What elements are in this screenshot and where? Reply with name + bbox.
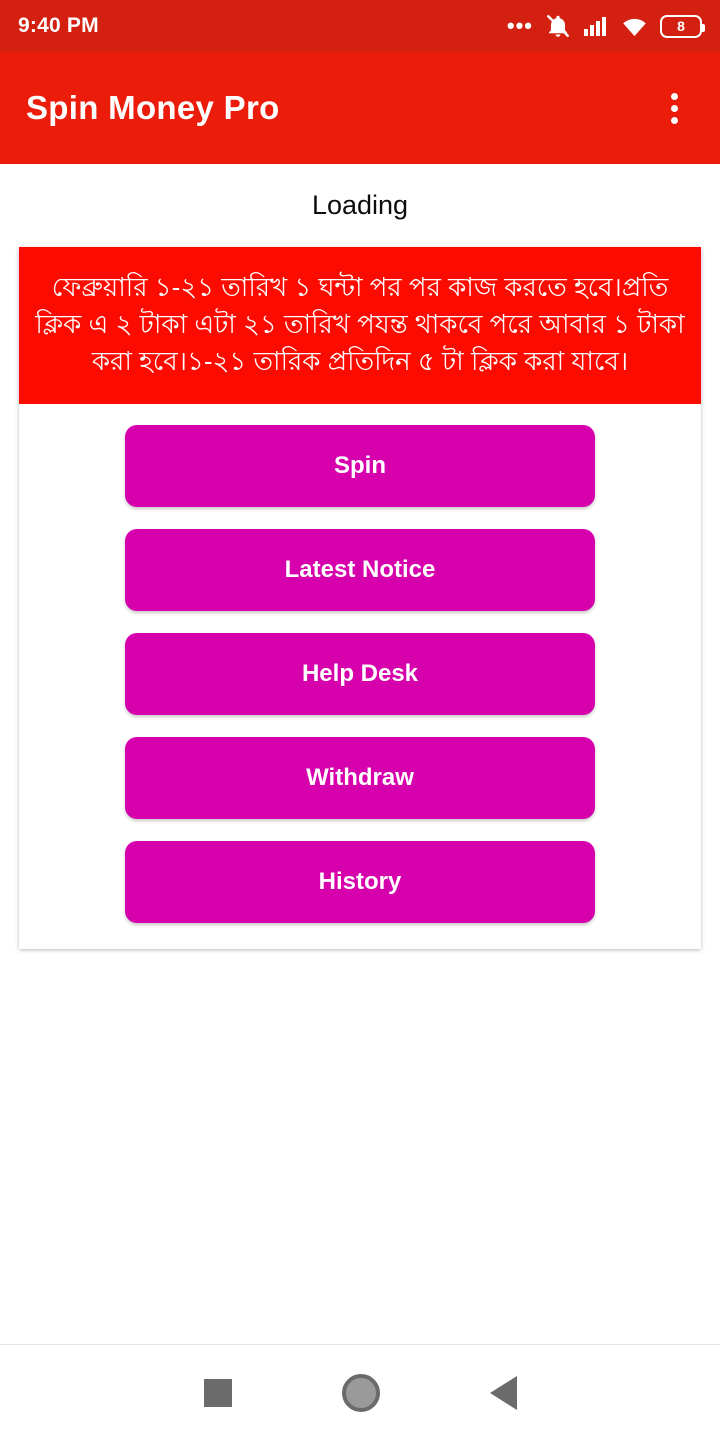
main-content <box>0 164 720 1344</box>
page-title: Spin Money Pro <box>26 89 280 126</box>
app-bar <box>0 52 720 164</box>
status-time: 9:40 PM <box>18 14 99 37</box>
battery-icon <box>660 15 702 38</box>
loading-label: Loading <box>311 190 409 220</box>
help-desk-button[interactable]: Help Desk <box>125 633 595 715</box>
action-button-list <box>19 404 701 923</box>
history-button[interactable]: History <box>125 841 595 923</box>
status-icons <box>507 13 702 39</box>
notification-muted-icon <box>545 13 571 39</box>
wifi-icon <box>621 15 648 38</box>
notice-banner: ফেব্রুয়ারি ১-২১ তারিখ ১ ঘন্টা পর পর কাজ করতে হবে।প্রতি ক্লিক এ ২ টাকা এটা ২১ তারিখ পযন্ত থাকবে পরে আবার ১ টাকা করা হবে।১-২১ তারিক প্রতিদিন ৫ টা ক্লিক করা যাবে। <box>19 247 701 404</box>
system-navigation-bar <box>0 1344 720 1440</box>
back-triangle-icon[interactable] <box>490 1376 517 1410</box>
status-bar <box>0 0 720 52</box>
latest-notice-button[interactable]: Latest Notice <box>125 529 595 611</box>
overflow-menu-icon[interactable] <box>654 83 694 133</box>
spin-button[interactable]: Spin <box>125 425 595 507</box>
cellular-signal-icon <box>583 14 609 38</box>
home-circle-icon[interactable] <box>342 1374 380 1412</box>
recents-square-icon[interactable] <box>204 1379 232 1407</box>
content-card <box>19 247 701 949</box>
battery-level: 8 <box>677 18 685 34</box>
more-dots-icon: ••• <box>506 13 533 38</box>
withdraw-button[interactable]: Withdraw <box>125 737 595 819</box>
